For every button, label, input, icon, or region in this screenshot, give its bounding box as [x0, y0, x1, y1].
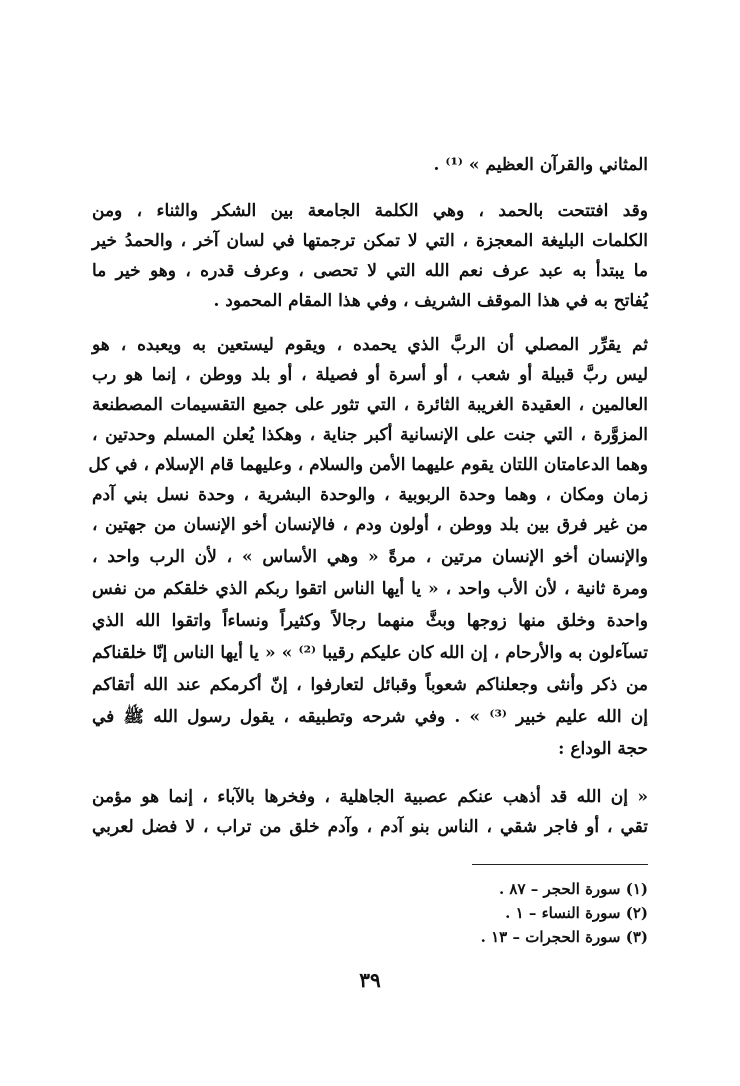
- footnote-separator: [472, 864, 648, 865]
- page-number: ٣٩: [359, 968, 381, 992]
- paragraph-2-line-5: وهما الدعامتان اللتان يقوم عليهما الأمن والسلام ، وعليهما قام الإسلام ، في كل: [88, 455, 648, 475]
- paragraph-1-line-4: يُفاتح به في هذا الموقف الشريف ، وفي هذا المقام المحمود .: [213, 291, 648, 311]
- text-line-continuation: المثاني والقرآن العظيم » ⁽¹⁾ .: [433, 155, 648, 175]
- paragraph-2-line-10: واحدة وخلق منها زوجها وبثَّ منهما رجالاً وكثيراً ونساءاً واتقوا الله الذي: [92, 611, 648, 631]
- footnote-1: (١) سورة الحجر – ٨٧ .: [498, 880, 648, 898]
- paragraph-2-line-14: حجة الوداع :: [558, 739, 648, 759]
- paragraph-2-line-2: ليس ربَّ قبيلة أو شعب ، أو أسرة أو فصيلة ، أو بلد ووطن ، إنما هو رب: [92, 365, 648, 385]
- quote-line-1: « إن الله قد أذهب عنكم عصبية الجاهلية ، وفخرها بالآباء ، إنما هو مؤمن: [92, 787, 648, 807]
- paragraph-2-line-11: تسآءلون به والأرحام ، إن الله كان عليكم رقيبا ⁽²⁾ » « يا أيها الناس إنّا خلقناكم: [92, 643, 649, 663]
- paragraph-2-line-1: ثم يقرِّر المصلي أن الربَّ الذي يحمده ، ويقوم ليستعين به ويعبده ، هو: [92, 335, 648, 355]
- paragraph-2-line-13: إن الله عليم خبير ⁽³⁾ » . وفي شرحه وتطبيقه ، يقول رسول الله ﷺ في: [92, 707, 648, 727]
- paragraph-2-line-6: زمان ومكان ، وهما وحدة الربوبية ، والوحدة البشرية ، وحدة نسل بني آدم: [92, 485, 648, 505]
- footnote-3: (٣) سورة الحجرات – ١٣ .: [480, 928, 648, 946]
- paragraph-1-line-1: وقد افتتحت بالحمد ، وهي الكلمة الجامعة بين الشكر والثناء ، ومن: [92, 201, 648, 221]
- quote-line-2: تقي ، أو فاجر شقي ، الناس بنو آدم ، وآدم خلق من تراب ، لا فضل لعربي: [92, 817, 648, 837]
- paragraph-1-line-2: الكلمات البليغة المعجزة ، التي لا تمكن ترجمتها في لسان آخر ، والحمدُ خير: [92, 231, 648, 251]
- paragraph-1-line-3: ما يبتدأ به عبد عرف نعم الله التي لا تحصى ، وعرف قدره ، وهو خير ما: [92, 261, 648, 281]
- paragraph-2-line-3: العالمين ، العقيدة الغريبة الثائرة ، التي تثور على جميع التقسيمات المصطنعة: [92, 395, 648, 415]
- paragraph-2-line-4: المزوَّرة ، التي جنت على الإنسانية أكبر جناية ، وهكذا يُعلن المسلم وحدتين ،: [92, 425, 648, 445]
- footnote-2: (٢) سورة النساء – ١ .: [505, 904, 648, 922]
- paragraph-2-line-7: من غير فرق بين بلد ووطن ، أولون ودم ، فالإنسان أخو الإنسان من جهتين ،: [92, 515, 648, 535]
- paragraph-2-line-12: من ذكر وأنثى وجعلناكم شعوباً وقبائل لتعارفوا ، إنّ أكرمكم عند الله أتقاكم: [92, 675, 648, 695]
- paragraph-2-line-9: ومرة ثانية ، لأن الأب واحد ، « يا أيها الناس اتقوا ربكم الذي خلقكم من نفس: [92, 579, 648, 599]
- paragraph-2-line-8: والإنسان أخو الإنسان مرتين ، مرةً « وهي الأساس » ، لأن الرب واحد ،: [92, 547, 648, 567]
